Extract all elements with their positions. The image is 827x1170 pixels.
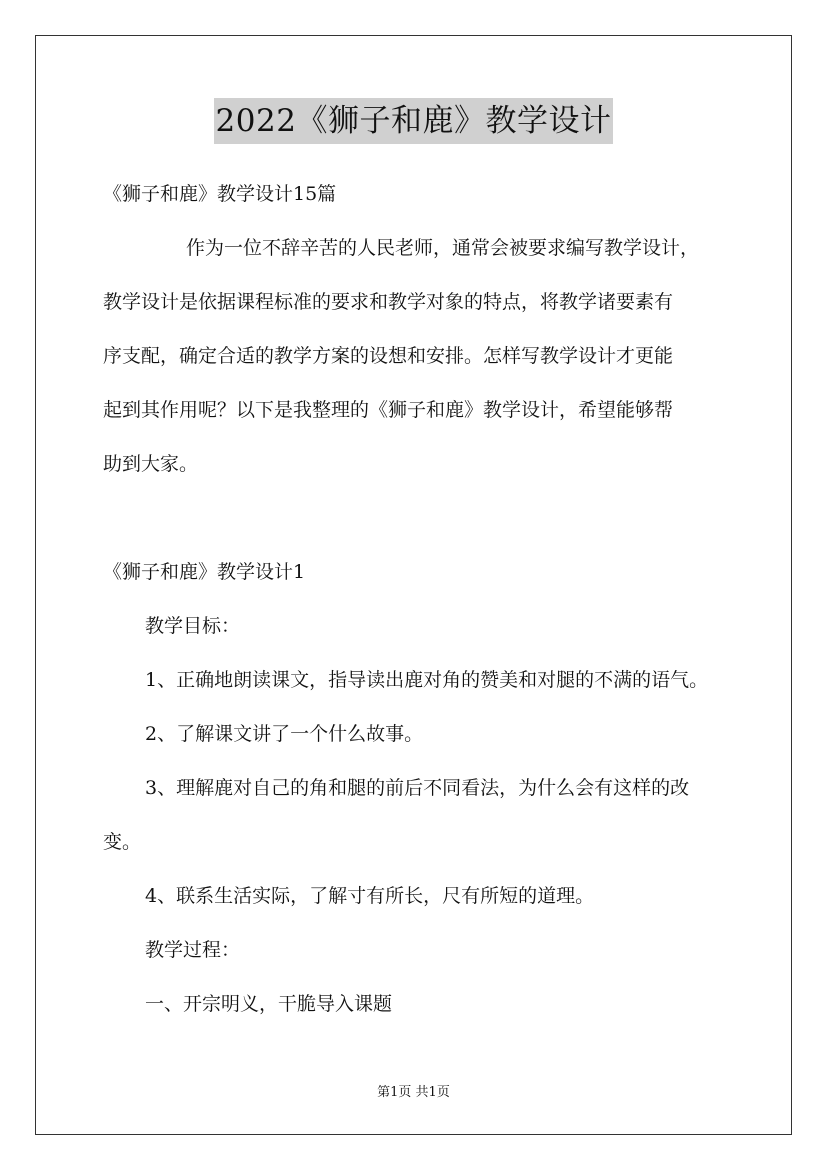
goals-heading: 教学目标： — [145, 615, 241, 637]
document-subtitle: 《狮子和鹿》教学设计15篇 — [103, 183, 337, 205]
process-heading: 教学过程： — [145, 939, 241, 961]
goal-item: 4、联系生活实际，了解寸有所长，尺有所短的道理。 — [145, 885, 595, 907]
intro-line: 起到其作用呢？以下是我整理的《狮子和鹿》教学设计，希望能够帮 — [103, 399, 674, 421]
intro-line: 助到大家。 — [103, 453, 199, 475]
goal-item: 2、了解课文讲了一个什么故事。 — [145, 723, 424, 745]
goal-item-continuation: 变。 — [103, 831, 142, 853]
goal-item: 3、理解鹿对自己的角和腿的前后不同看法，为什么会有这样的改 — [145, 777, 690, 799]
title-container — [0, 98, 827, 144]
intro-line: 教学设计是依据课程标准的要求和教学对象的特点，将教学诸要素有 — [103, 291, 674, 313]
section-heading: 《狮子和鹿》教学设计1 — [103, 561, 306, 583]
document-title: 2022《狮子和鹿》教学设计 — [214, 98, 614, 144]
page-footer: 第1页 共1页 — [377, 1085, 450, 1100]
process-step: 一、开宗明义，干脆导入课题 — [145, 993, 393, 1015]
intro-line: 序支配，确定合适的教学方案的设想和安排。怎样写教学设计才更能 — [103, 345, 674, 367]
intro-line: 作为一位不辞辛苦的人民老师，通常会被要求编写教学设计， — [186, 237, 700, 259]
goal-item: 1、正确地朗读课文，指导读出鹿对角的赞美和对腿的不满的语气。 — [145, 669, 709, 691]
